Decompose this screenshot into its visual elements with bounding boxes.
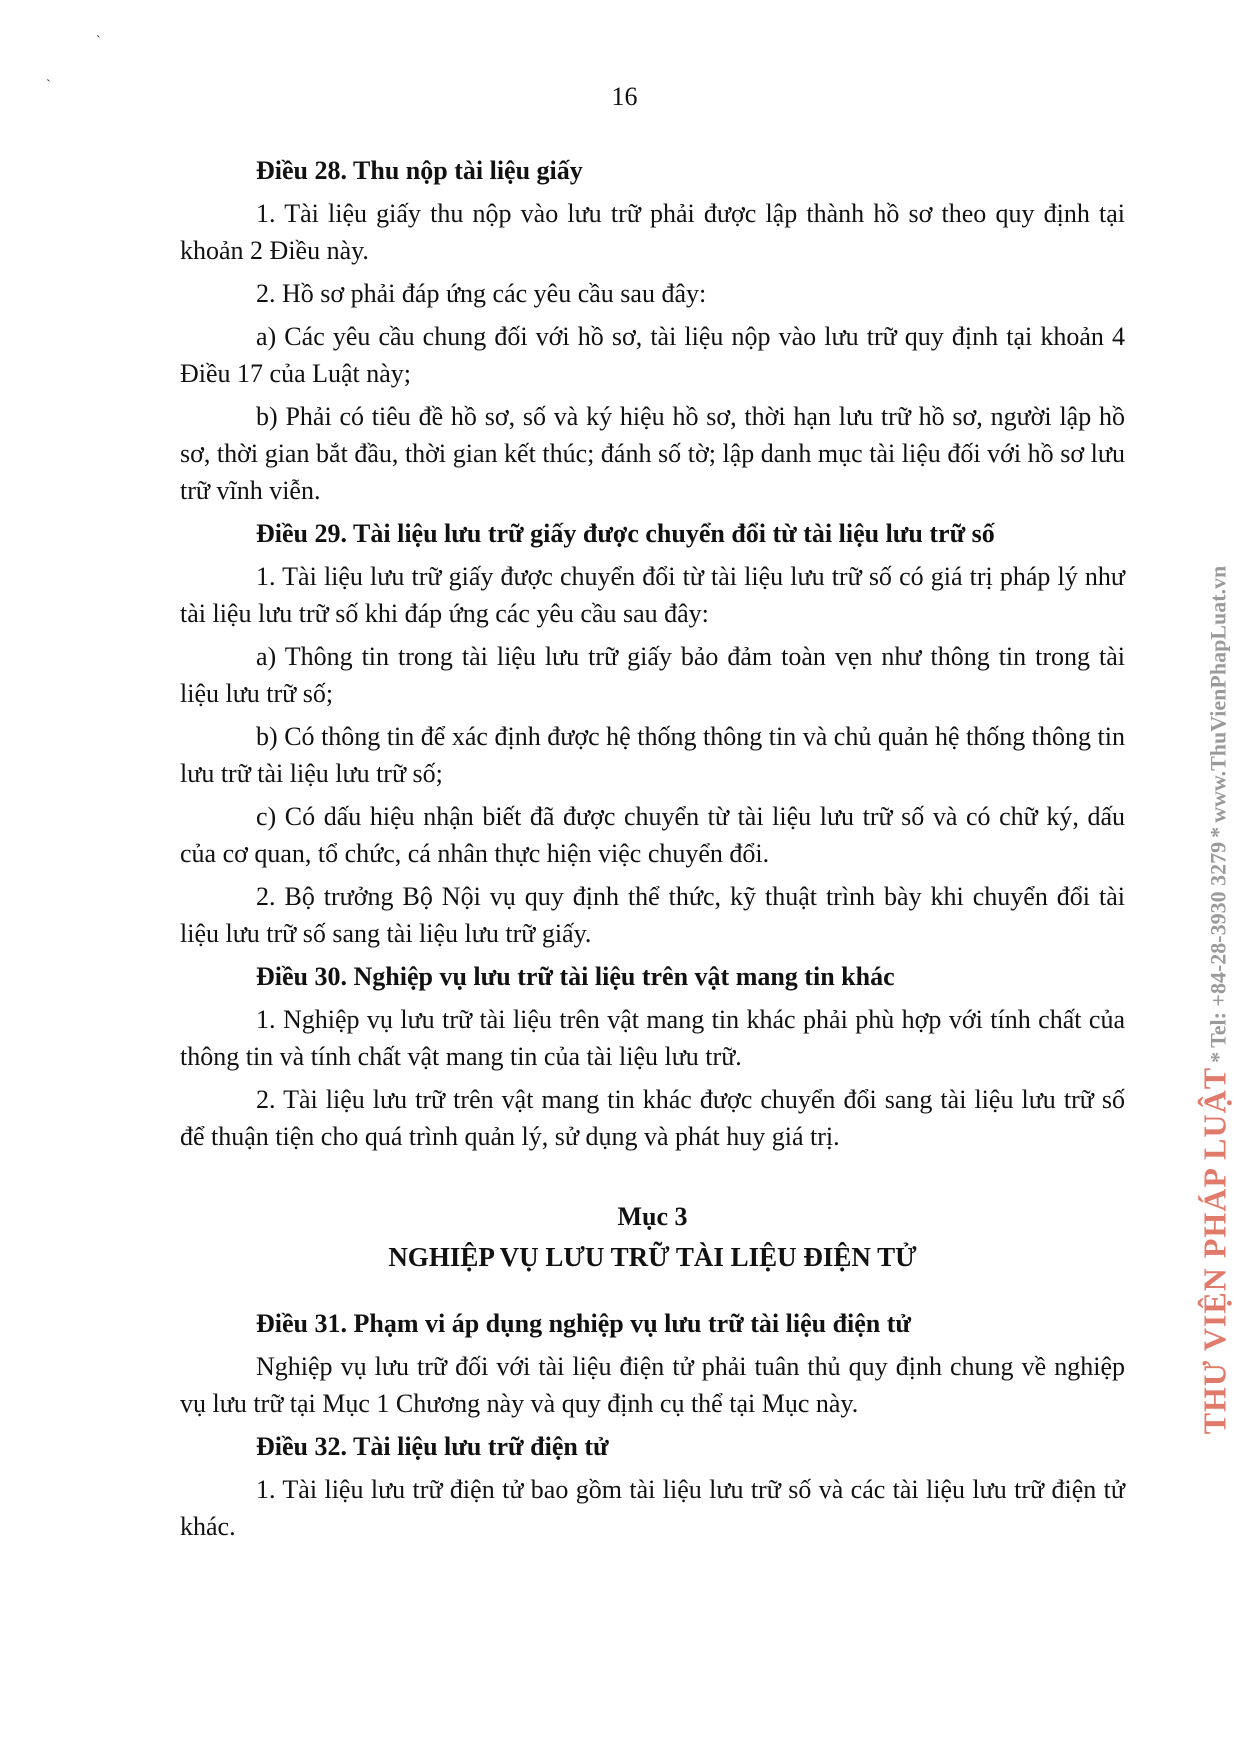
watermark-brand: THƯ VIỆN PHÁP LUẬT [1196, 1066, 1233, 1435]
article-28-title: Điều 28. Thu nộp tài liệu giấy [256, 156, 583, 185]
document-body [180, 152, 1125, 1551]
article-29-point-b: b) Có thông tin để xác định được hệ thống thông tin và chủ quản hệ thống thông tin lưu trữ tài liệu lưu trữ số; [180, 722, 1125, 788]
article-31-title: Điều 31. Phạm vi áp dụng nghiệp vụ lưu trữ tài liệu điện tử [256, 1309, 912, 1338]
article-28-point-b: b) Phải có tiêu đề hồ sơ, số và ký hiệu hồ sơ, thời hạn lưu trữ hồ sơ, người lập hồ sơ, thời gian bắt đầu, thời gian kết thúc; đánh số tờ; lập danh mục tài liệu đối với hồ sơ lưu trữ vĩnh viễn. [180, 402, 1125, 505]
watermark-site: www.ThuVienPhapLuat.vn [1205, 565, 1231, 823]
article-29-point-c: c) Có dấu hiệu nhận biết đã được chuyển từ tài liệu lưu trữ số và có chữ ký, dấu của cơ quan, tổ chức, cá nhân thực hiện việc chuyển đổi. [180, 802, 1125, 868]
scan-speck: ` [46, 78, 51, 93]
watermark-tel: Tel: +84-28-3930 3279 [1205, 841, 1231, 1048]
article-28-clause-2: 2. Hồ sơ phải đáp ứng các yêu cầu sau đây: [256, 279, 707, 308]
article-28-point-a: a) Các yêu cầu chung đối với hồ sơ, tài liệu nộp vào lưu trữ quy định tại khoản 4 Điều 17 của Luật này; [180, 322, 1125, 388]
scan-speck: ` [96, 34, 101, 49]
article-29-point-a: a) Thông tin trong tài liệu lưu trữ giấy bảo đảm toàn vẹn như thông tin trong tài liệu lưu trữ số; [180, 642, 1125, 708]
article-32-title: Điều 32. Tài liệu lưu trữ điện tử [256, 1432, 609, 1461]
watermark-star: * [1205, 1051, 1231, 1063]
article-30-clause-2: 2. Tài liệu lưu trữ trên vật mang tin khác được chuyển đổi sang tài liệu lưu trữ số để thuận tiện cho quá trình quản lý, sử dụng và phát huy giá trị. [180, 1085, 1125, 1151]
article-30-title: Điều 30. Nghiệp vụ lưu trữ tài liệu trên vật mang tin khác [256, 962, 895, 991]
article-29-title: Điều 29. Tài liệu lưu trữ giấy được chuyển đổi từ tài liệu lưu trữ số [256, 519, 995, 548]
section-title: NGHIỆP VỤ LƯU TRỮ TÀI LIỆU ĐIỆN TỬ [388, 1242, 917, 1272]
page-number: 16 [611, 82, 638, 111]
article-29-clause-2: 2. Bộ trưởng Bộ Nội vụ quy định thể thức, kỹ thuật trình bày khi chuyển đổi tài liệu lưu trữ số sang tài liệu lưu trữ giấy. [180, 882, 1125, 948]
article-31-text: Nghiệp vụ lưu trữ đối với tài liệu điện tử phải tuân thủ quy định chung về nghiệp vụ lưu trữ tại Mục 1 Chương này và quy định cụ thể tại Mục này. [180, 1352, 1125, 1418]
section-heading [180, 1197, 1125, 1277]
article-32-clause-1: 1. Tài liệu lưu trữ điện tử bao gồm tài liệu lưu trữ số và các tài liệu lưu trữ điện tử khác. [180, 1475, 1125, 1541]
article-29-clause-1: 1. Tài liệu lưu trữ giấy được chuyển đổi từ tài liệu lưu trữ số có giá trị pháp lý như tài liệu lưu trữ số khi đáp ứng các yêu cầu sau đây: [180, 562, 1125, 628]
article-30-clause-1: 1. Nghiệp vụ lưu trữ tài liệu trên vật mang tin khác phải phù hợp với tính chất của thông tin và tính chất vật mang tin của tài liệu lưu trữ. [180, 1005, 1125, 1071]
article-28-clause-1: 1. Tài liệu giấy thu nộp vào lưu trữ phải được lập thành hồ sơ theo quy định tại khoản 2 Điều này. [180, 199, 1125, 265]
watermark-star: * [1205, 826, 1231, 838]
section-label: Mục 3 [617, 1202, 688, 1231]
